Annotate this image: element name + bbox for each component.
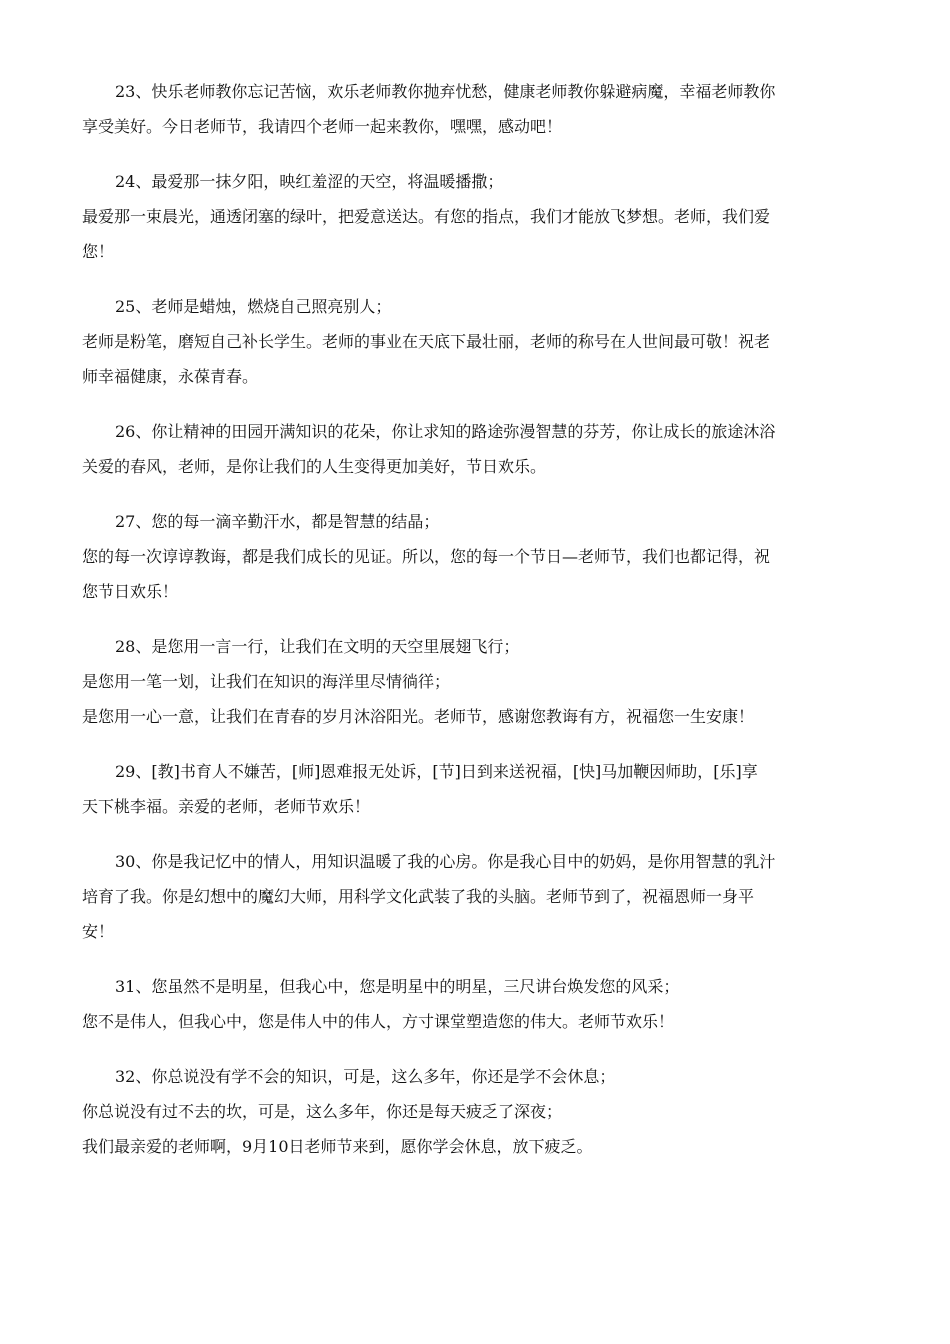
- paragraph-31: [82, 969, 862, 1039]
- paragraph-23: [82, 74, 862, 144]
- paragraph-24-line-2: 最爱那一束晨光，通透闭塞的绿叶，把爱意送达。有您的指点，我们才能放飞梦想。老师，我们爱: [82, 207, 771, 226]
- paragraph-28-line-3: 是您用一心一意，让我们在青春的岁月沐浴阳光。老师节，感谢您教诲有方，祝福您一生安康！: [82, 707, 755, 726]
- paragraph-27-line-2: 您的每一次谆谆教诲，都是我们成长的见证。所以，您的每一个节日—老师节，我们也都记得，祝: [82, 547, 771, 566]
- paragraph-30: [82, 844, 862, 949]
- paragraph-30-line-3: 安！: [82, 922, 115, 941]
- paragraph-23-line-2: 享受美好。今日老师节，我请四个老师一起来教你，嘿嘿，感动吧！: [82, 117, 563, 136]
- paragraph-29: [82, 754, 862, 824]
- paragraph-24: [82, 164, 862, 269]
- paragraph-25-line-1: 25、老师是蜡烛，燃烧自己照亮别人；: [115, 297, 392, 316]
- paragraph-32-line-3: 我们最亲爱的老师啊，9月10日老师节来到，愿你学会休息，放下疲乏。: [82, 1137, 593, 1156]
- paragraph-27-line-1: 27、您的每一滴辛勤汗水，都是智慧的结晶；: [115, 512, 440, 531]
- paragraph-30-line-1: 30、你是我记忆中的情人，用知识温暖了我的心房。你是我心目中的奶妈，是你用智慧的乳汁: [115, 852, 776, 871]
- paragraph-25-line-2: 老师是粉笔，磨短自己补长学生。老师的事业在天底下最壮丽，老师的称号在人世间最可敬！祝老: [82, 332, 771, 351]
- paragraph-32-line-2: 你总说没有过不去的坎，可是，这么多年，你还是每天疲乏了深夜；: [82, 1102, 563, 1121]
- document-body: [82, 74, 862, 1184]
- paragraph-29-line-2: 天下桃李福。亲爱的老师，老师节欢乐！: [82, 797, 371, 816]
- paragraph-31-line-2: 您不是伟人，但我心中，您是伟人中的伟人，方寸课堂塑造您的伟大。老师节欢乐！: [82, 1012, 675, 1031]
- paragraph-27: [82, 504, 862, 609]
- paragraph-29-line-1: 29、[教]书育人不嫌苦，[师]恩难报无处诉，[节]日到来送祝福，[快]马加鞭因师助，[乐]享: [115, 762, 758, 781]
- paragraph-25: [82, 289, 862, 394]
- paragraph-27-line-3: 您节日欢乐！: [82, 582, 179, 601]
- paragraph-23-line-1: 23、快乐老师教你忘记苦恼，欢乐老师教你抛弃忧愁，健康老师教你躲避病魔，幸福老师教你: [115, 82, 776, 101]
- paragraph-32: [82, 1059, 862, 1164]
- paragraph-32-line-1: 32、你总说没有学不会的知识，可是，这么多年，你还是学不会休息；: [115, 1067, 616, 1086]
- paragraph-26-line-1: 26、你让精神的田园开满知识的花朵，你让求知的路途弥漫智慧的芬芳，你让成长的旅途沐浴: [115, 422, 776, 441]
- paragraph-24-line-1: 24、最爱那一抹夕阳，映红羞涩的天空，将温暖播撒；: [115, 172, 504, 191]
- paragraph-28-line-1: 28、是您用一言一行，让我们在文明的天空里展翅飞行；: [115, 637, 520, 656]
- paragraph-30-line-2: 培育了我。你是幻想中的魔幻大师，用科学文化武装了我的头脑。老师节到了，祝福恩师一身平: [82, 887, 755, 906]
- paragraph-26-line-2: 关爱的春风，老师，是你让我们的人生变得更加美好，节日欢乐。: [82, 457, 547, 476]
- paragraph-28: [82, 629, 862, 734]
- paragraph-24-line-3: 您！: [82, 242, 115, 261]
- paragraph-26: [82, 414, 862, 484]
- paragraph-28-line-2: 是您用一笔一划，让我们在知识的海洋里尽情徜徉；: [82, 672, 451, 691]
- paragraph-25-line-3: 师幸福健康，永葆青春。: [82, 367, 259, 386]
- paragraph-31-line-1: 31、您虽然不是明星，但我心中，您是明星中的明星，三尺讲台焕发您的风采；: [115, 977, 680, 996]
